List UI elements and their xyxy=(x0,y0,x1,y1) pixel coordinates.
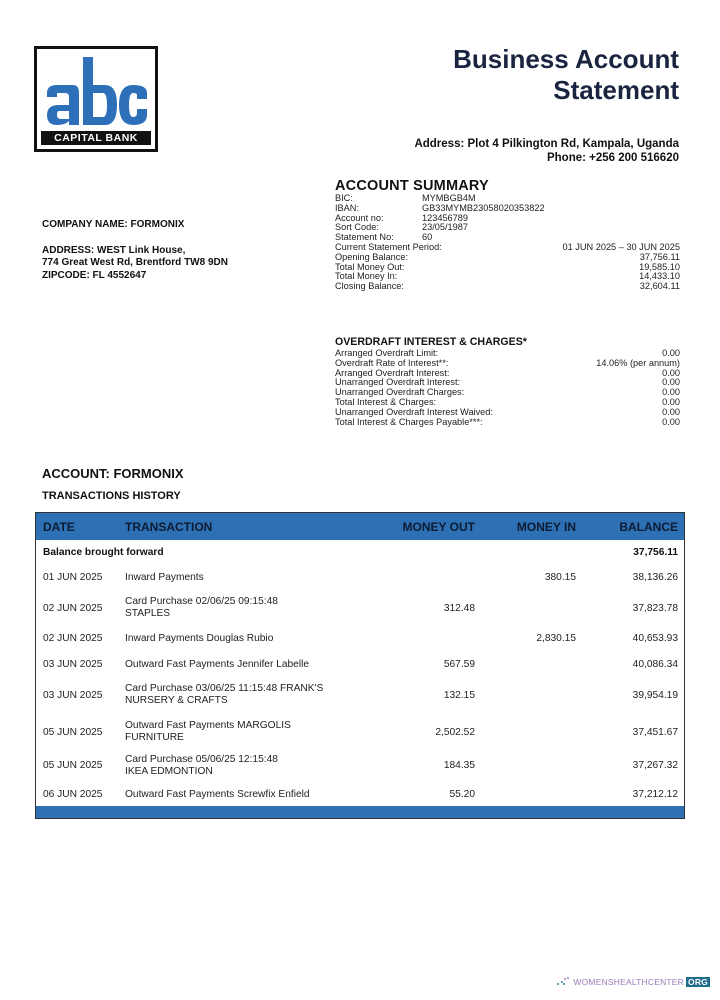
brought-forward-balance: 37,756.11 xyxy=(633,547,678,558)
dots-logo-icon xyxy=(557,977,571,987)
bank-logo xyxy=(34,46,158,152)
table-row: 05 JUN 2025 Card Purchase 05/06/25 12:15:48 IKEA EDMONTION 184.35 37,267.32 xyxy=(43,754,678,777)
balance-brought-forward-row xyxy=(36,540,684,565)
header-money-out: MONEY OUT xyxy=(402,520,475,534)
company-zipcode: ZIPCODE: FL 4552647 xyxy=(42,269,147,281)
transactions-heading: TRANSACTIONS HISTORY xyxy=(42,490,181,502)
summary-row-bic: BIC: MYMBGB4M xyxy=(335,193,476,203)
overdraft-row: Arranged Overdraft Interest: 0.00 xyxy=(335,367,680,378)
company-address-line2: 774 Great West Rd, Brentford TW8 9DN xyxy=(42,257,228,268)
bank-address: Address: Plot 4 Pilkington Rd, Kampala, Uganda xyxy=(414,138,679,150)
title-line-1: Business Account xyxy=(453,44,679,74)
brought-forward-label: Balance brought forward xyxy=(43,547,164,558)
summary-row-money-in: Total Money In: 14,433.10 xyxy=(335,271,680,282)
watermark-suffix: ORG xyxy=(688,977,708,987)
bank-phone: Phone: +256 200 516620 xyxy=(546,152,679,164)
summary-row-period: Current Statement Period: 01 JUN 2025 – 30 JUN 2025 xyxy=(335,241,680,252)
summary-row-iban: IBAN: GB33MYMB23058020353822 xyxy=(335,202,545,213)
summary-row-statement-no: Statement No: 60 xyxy=(335,232,433,243)
watermark xyxy=(557,977,710,987)
summary-row-opening-balance: Opening Balance: 37,756.11 xyxy=(335,251,680,262)
summary-row-sort-code: Sort Code: 23/05/1987 xyxy=(335,222,468,233)
table-row: 02 JUN 2025 Inward Payments Douglas Rubio 2,830.15 40,653.93 xyxy=(43,633,678,644)
account-summary xyxy=(335,178,680,292)
overdraft-row: Overdraft Rate of Interest**: 14.06% (per annum) xyxy=(335,357,680,368)
table-footer-bar xyxy=(36,806,684,818)
table-header xyxy=(36,513,684,540)
header-transaction: TRANSACTION xyxy=(125,520,213,534)
transactions-table xyxy=(35,512,685,819)
watermark-text: WOMENSHEALTHCENTER xyxy=(573,977,685,987)
summary-row-account-no: Account no: 123456789 xyxy=(335,212,468,223)
table-row: 06 JUN 2025 Outward Fast Payments Screwfix Enfield 55.20 37,212.12 xyxy=(43,789,678,800)
table-row: 03 JUN 2025 Outward Fast Payments Jennifer Labelle 567.59 40,086.34 xyxy=(43,659,678,670)
overdraft-row: Unarranged Overdraft Charges: 0.00 xyxy=(335,387,680,398)
abc-logo-mark-icon xyxy=(43,53,151,131)
table-row: 03 JUN 2025 Card Purchase 03/06/25 11:15:48 FRANK'S NURSERY & CRAFTS 132.15 39,954.19 xyxy=(43,683,678,706)
bank-contact xyxy=(414,137,679,165)
account-heading: ACCOUNT: FORMONIX xyxy=(42,466,184,481)
table-row: 01 JUN 2025 Inward Payments 380.15 38,136.26 xyxy=(43,572,678,583)
header-balance: BALANCE xyxy=(619,520,678,534)
company-name: COMPANY NAME: FORMONIX xyxy=(42,219,185,230)
overdraft-heading: OVERDRAFT INTEREST & CHARGES* xyxy=(335,336,527,348)
overdraft-section xyxy=(335,336,680,427)
table-row: 02 JUN 2025 Card Purchase 02/06/25 09:15:48 STAPLES 312.48 37,823.78 xyxy=(43,596,678,619)
overdraft-row: Total Interest & Charges Payable***: 0.00 xyxy=(335,416,680,427)
company-address-line1: ADDRESS: WEST Link House, xyxy=(42,244,186,256)
overdraft-row: Arranged Overdraft Limit: 0.00 xyxy=(335,348,680,358)
document-title xyxy=(453,44,679,106)
summary-heading: ACCOUNT SUMMARY xyxy=(335,178,489,194)
summary-row-closing-balance: Closing Balance: 32,604.11 xyxy=(335,281,680,292)
overdraft-row: Total Interest & Charges: 0.00 xyxy=(335,396,680,407)
summary-row-money-out: Total Money Out: 19,585.10 xyxy=(335,261,680,272)
company-info xyxy=(42,219,228,282)
table-row: 05 JUN 2025 Outward Fast Payments MARGOLIS FURNITURE 2,502.52 37,451.67 xyxy=(43,720,678,743)
title-line-2: Statement xyxy=(553,75,679,105)
logo-caption: CAPITAL BANK xyxy=(41,131,151,145)
overdraft-row: Unarranged Overdraft Interest Waived: 0.00 xyxy=(335,406,680,417)
header-money-in: MONEY IN xyxy=(516,520,576,534)
overdraft-row: Unarranged Overdraft Interest: 0.00 xyxy=(335,377,680,388)
header-date: DATE xyxy=(43,520,75,534)
